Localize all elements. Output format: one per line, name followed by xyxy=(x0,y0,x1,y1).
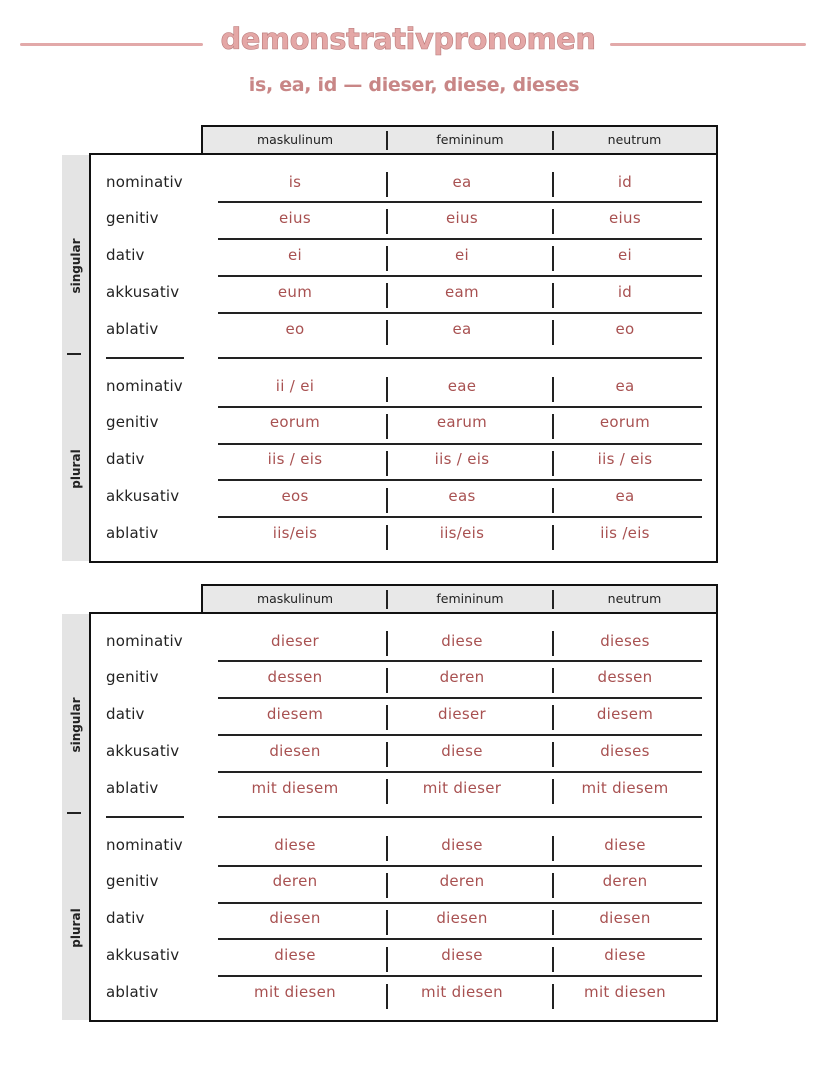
form-singular-genitiv-maskulinum: eius xyxy=(279,209,311,227)
group-separator-tick xyxy=(67,812,81,814)
form-singular-genitiv-neutrum: dessen xyxy=(597,668,653,686)
form-singular-akkusativ-femininum: eam xyxy=(445,283,479,301)
label-group-divider xyxy=(106,816,184,818)
value-group-divider xyxy=(218,357,702,359)
page-subtitle: is, ea, id — dieser, diese, dieses xyxy=(248,74,580,96)
form-singular-akkusativ-neutrum: id xyxy=(617,283,633,301)
form-singular-dativ-neutrum: ei xyxy=(618,246,632,264)
case-label-dativ: dativ xyxy=(106,909,145,927)
form-plural-akkusativ-maskulinum: diese xyxy=(274,946,316,964)
case-label-genitiv: genitiv xyxy=(106,668,159,686)
case-label-genitiv: genitiv xyxy=(106,872,159,890)
header-divider xyxy=(552,590,554,609)
form-singular-dativ-maskulinum: ei xyxy=(288,246,302,264)
row-divider xyxy=(218,771,702,773)
group-label-plural: plural xyxy=(69,908,83,948)
form-plural-genitiv-femininum: earum xyxy=(436,413,488,431)
row-divider xyxy=(218,865,702,867)
form-plural-ablativ-maskulinum: iis/eis xyxy=(272,524,318,542)
row-divider xyxy=(218,660,702,662)
form-singular-akkusativ-maskulinum: eum xyxy=(277,283,313,301)
form-singular-nominativ-neutrum: dieses xyxy=(600,632,650,650)
form-singular-dativ-femininum: ei xyxy=(455,246,469,264)
form-plural-akkusativ-femininum: diese xyxy=(441,946,483,964)
column-header-row xyxy=(201,125,718,155)
case-label-dativ: dativ xyxy=(106,246,145,264)
form-singular-genitiv-maskulinum: dessen xyxy=(267,668,323,686)
form-singular-akkusativ-maskulinum: diesen xyxy=(269,742,321,760)
case-label-nominativ: nominativ xyxy=(106,632,183,650)
group-label-singular: singular xyxy=(69,238,83,294)
case-label-ablativ: ablativ xyxy=(106,779,159,797)
form-singular-genitiv-femininum: eius xyxy=(446,209,478,227)
form-singular-genitiv-neutrum: eius xyxy=(609,209,641,227)
form-plural-nominativ-femininum: eae xyxy=(447,377,477,395)
row-divider xyxy=(218,697,702,699)
latin-declension-table xyxy=(0,125,828,565)
form-singular-dativ-femininum: dieser xyxy=(438,705,486,723)
column-header-maskulinum: maskulinum xyxy=(256,591,334,606)
form-plural-ablativ-femininum: mit diesen xyxy=(421,983,503,1001)
form-singular-akkusativ-femininum: diese xyxy=(441,742,483,760)
form-plural-dativ-maskulinum: iis / eis xyxy=(267,450,323,468)
column-header-neutrum: neutrum xyxy=(607,591,662,606)
header-divider xyxy=(386,590,388,609)
form-plural-nominativ-maskulinum: ii / ei xyxy=(275,377,315,395)
form-plural-ablativ-femininum: iis/eis xyxy=(439,524,485,542)
row-divider xyxy=(218,201,702,203)
row-divider xyxy=(218,734,702,736)
form-plural-dativ-neutrum: iis / eis xyxy=(597,450,653,468)
form-singular-ablativ-femininum: ea xyxy=(452,320,472,338)
title-row xyxy=(0,22,828,66)
case-label-akkusativ: akkusativ xyxy=(106,487,180,505)
form-plural-nominativ-neutrum: ea xyxy=(615,377,635,395)
form-singular-ablativ-neutrum: mit diesem xyxy=(581,779,669,797)
form-singular-akkusativ-neutrum: dieses xyxy=(600,742,650,760)
form-singular-ablativ-femininum: mit dieser xyxy=(422,779,502,797)
form-singular-nominativ-femininum: ea xyxy=(452,173,472,191)
form-plural-genitiv-maskulinum: eorum xyxy=(269,413,321,431)
form-plural-genitiv-neutrum: eorum xyxy=(599,413,651,431)
column-header-femininum: femininum xyxy=(436,591,504,606)
form-singular-ablativ-neutrum: eo xyxy=(615,320,635,338)
form-plural-genitiv-neutrum: deren xyxy=(602,872,648,890)
form-plural-dativ-maskulinum: diesen xyxy=(269,909,321,927)
row-divider xyxy=(218,516,702,518)
form-singular-nominativ-femininum: diese xyxy=(441,632,483,650)
form-singular-genitiv-femininum: deren xyxy=(439,668,485,686)
case-label-nominativ: nominativ xyxy=(106,173,183,191)
form-plural-ablativ-neutrum: iis /eis xyxy=(600,524,650,542)
row-divider xyxy=(218,238,702,240)
row-divider xyxy=(218,275,702,277)
form-plural-ablativ-maskulinum: mit diesen xyxy=(254,983,336,1001)
form-plural-akkusativ-maskulinum: eos xyxy=(281,487,309,505)
row-divider xyxy=(218,479,702,481)
group-label-plural: plural xyxy=(69,449,83,489)
form-singular-ablativ-maskulinum: eo xyxy=(285,320,305,338)
case-label-ablativ: ablativ xyxy=(106,320,159,338)
title-rule-right xyxy=(610,43,806,46)
form-plural-dativ-femininum: iis / eis xyxy=(434,450,490,468)
case-label-akkusativ: akkusativ xyxy=(106,946,180,964)
case-label-akkusativ: akkusativ xyxy=(106,283,180,301)
case-label-genitiv: genitiv xyxy=(106,209,159,227)
case-label-dativ: dativ xyxy=(106,450,145,468)
row-divider xyxy=(218,975,702,977)
case-label-nominativ: nominativ xyxy=(106,377,183,395)
form-plural-nominativ-femininum: diese xyxy=(441,836,483,854)
title-rule-left xyxy=(20,43,203,46)
column-header-maskulinum: maskulinum xyxy=(256,132,334,147)
form-singular-dativ-neutrum: diesem xyxy=(596,705,654,723)
case-label-ablativ: ablativ xyxy=(106,524,159,542)
form-plural-nominativ-maskulinum: diese xyxy=(274,836,316,854)
form-plural-nominativ-neutrum: diese xyxy=(604,836,646,854)
row-divider xyxy=(218,443,702,445)
form-singular-nominativ-neutrum: id xyxy=(617,173,633,191)
form-plural-akkusativ-femininum: eas xyxy=(448,487,476,505)
row-divider xyxy=(218,902,702,904)
group-label-singular: singular xyxy=(69,697,83,753)
column-header-neutrum: neutrum xyxy=(607,132,662,147)
row-divider xyxy=(218,406,702,408)
column-header-femininum: femininum xyxy=(436,132,504,147)
form-plural-ablativ-neutrum: mit diesen xyxy=(584,983,666,1001)
form-singular-nominativ-maskulinum: dieser xyxy=(271,632,319,650)
german-declension-table xyxy=(0,584,828,1024)
form-plural-dativ-femininum: diesen xyxy=(436,909,488,927)
form-plural-genitiv-femininum: deren xyxy=(439,872,485,890)
case-label-dativ: dativ xyxy=(106,705,145,723)
form-singular-nominativ-maskulinum: is xyxy=(288,173,302,191)
row-divider xyxy=(218,938,702,940)
form-plural-akkusativ-neutrum: ea xyxy=(615,487,635,505)
row-divider xyxy=(218,312,702,314)
case-label-nominativ: nominativ xyxy=(106,836,183,854)
value-group-divider xyxy=(218,816,702,818)
page-title: demonstrativpronomen xyxy=(220,22,596,56)
header-divider xyxy=(552,131,554,150)
column-header-row xyxy=(201,584,718,614)
case-label-akkusativ: akkusativ xyxy=(106,742,180,760)
header-divider xyxy=(386,131,388,150)
label-group-divider xyxy=(106,357,184,359)
group-separator-tick xyxy=(67,353,81,355)
form-singular-dativ-maskulinum: diesem xyxy=(266,705,324,723)
form-plural-akkusativ-neutrum: diese xyxy=(604,946,646,964)
form-plural-genitiv-maskulinum: deren xyxy=(272,872,318,890)
case-label-genitiv: genitiv xyxy=(106,413,159,431)
case-label-ablativ: ablativ xyxy=(106,983,159,1001)
form-singular-ablativ-maskulinum: mit diesem xyxy=(251,779,339,797)
form-plural-dativ-neutrum: diesen xyxy=(599,909,651,927)
